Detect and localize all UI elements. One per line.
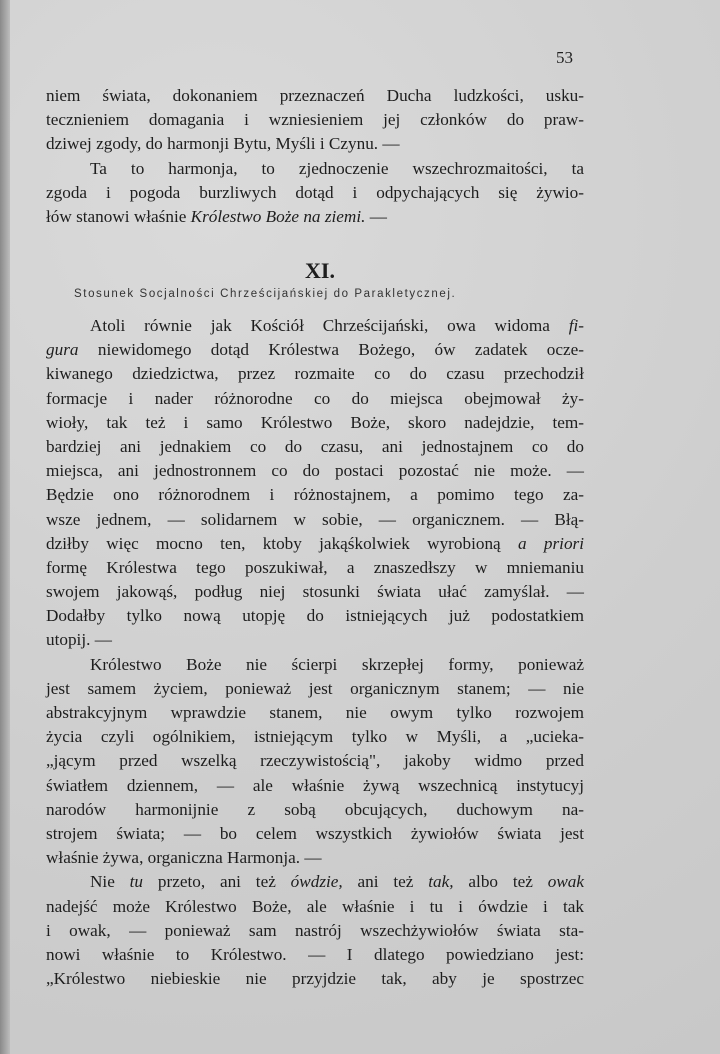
text-run: Nie <box>90 872 130 892</box>
italic-phrase: a priori <box>517 533 585 553</box>
text-line: nadejść może Królestwo Boże, ale właśnie i tu i ówdzie i tak <box>46 896 584 916</box>
page-spine-shadow <box>0 0 10 1054</box>
text-line <box>46 870 584 894</box>
text-line: tecznieniem domagania i wzniesieniem jej członków do praw- <box>46 110 584 130</box>
text-run: dziłby więc mocno ten, ktoby jakąśkolwiek wyrobioną <box>46 533 518 553</box>
text-line: miejsca, ani jednostronnem co do postaci pozostać nie może. — <box>46 461 584 481</box>
italic-phrase: gura <box>46 340 79 360</box>
text-line: abstrakcyjnym wprawdzie stanem, nie owym tylko rozwojem <box>46 703 584 722</box>
text-line: wioły, tak też i samo Królestwo Boże, skoro nadejdzie, tem- <box>46 412 584 432</box>
text-line <box>46 314 584 338</box>
italic-phrase: tu <box>129 872 144 892</box>
text-line: „Królestwo niebieskie nie przyjdzie tak, aby je spostrzec <box>46 969 584 989</box>
text-line: utopij. — <box>46 630 112 650</box>
text-line: bardziej ani jednakiem co do czasu, ani jednostajnem co do <box>46 436 584 456</box>
text-run: albo też <box>453 872 548 892</box>
text-line: strojem świata; — bo celem wszystkich żywiołów świata jest <box>46 823 584 843</box>
italic-phrase: owak <box>547 872 585 892</box>
italic-phrase: Królestwo Boże na ziemi. <box>190 206 366 226</box>
text-line: formę Królestwa tego poszukiwał, a znaszedłszy w mniemaniu <box>46 557 584 577</box>
text-line: zgoda i pogoda burzliwych dotąd i odpychających się żywio- <box>46 182 584 202</box>
text-run: łów stanowi właśnie <box>46 206 191 226</box>
body-text <box>46 314 584 991</box>
chapter-subtitle: Stosunek Socjalności Chrześcijańskiej do Parakletycznej. <box>74 288 457 300</box>
text-line: nowi właśnie to Królestwo. — I dlatego powiedziano jest: <box>46 944 584 964</box>
text-run: — <box>365 206 387 226</box>
text-line: Królestwo Boże nie ścierpi skrzepłej formy, ponieważ <box>90 654 584 674</box>
text-line <box>46 338 584 362</box>
italic-phrase: fi- <box>568 316 584 335</box>
page-number: 53 <box>556 48 573 67</box>
text-run: niewidomego dotąd Królestwa Bożego, ów zadatek oczе- <box>78 340 584 360</box>
italic-phrase: ówdzie, <box>290 872 343 892</box>
top-paragraph <box>46 84 584 229</box>
text-run: ani też <box>342 872 429 892</box>
text-line: Będzie ono różnorodnem i różnostajnem, a pomimo tego za- <box>46 485 584 505</box>
text-line: Ta to harmonja, to zjednoczenie wszechrozmaitości, ta <box>90 158 584 178</box>
text-line: kiwanego dziedzictwa, przez rozmaite co do czasu przechodził <box>46 364 584 384</box>
text-line: swojem jakowąś, podług niej stosunki świata ułać zamyślał. — <box>46 582 584 602</box>
chapter-number: XI. <box>305 258 335 283</box>
text-line: wsze jednem, — solidarnem w sobie, — organicznem. — Błą- <box>46 509 584 529</box>
text-line: życia czyli ogólnikiem, istniejącym tylko w Myśli, a „ucieka- <box>46 727 584 747</box>
text-line: właśnie żywa, organiczna Harmonja. — <box>46 848 322 868</box>
text-line: Dodałby tylko nową utopję do istniejących już podostatkiem <box>46 606 584 626</box>
text-line: „jącym przed wszelką rzeczywistością", jakoby widmo przed <box>46 751 584 771</box>
text-line: jest samem życiem, ponieważ jest organicznym stanem; — nie <box>46 678 584 698</box>
text-run: Atoli równie jak Kościół Chrześcijański, owa widoma <box>90 316 569 335</box>
text-run: przeto, ani też <box>143 872 291 892</box>
text-line: niem świata, dokonaniem przeznaczeń Ducha ludzkości, usku- <box>46 86 584 105</box>
text-line: i owak, — ponieważ sam nastrój wszechżywiołów świata sta- <box>46 920 584 940</box>
italic-phrase: tak, <box>428 872 454 892</box>
text-line: światłem dziennem, — ale właśnie żywą wszechnicą instytucyj <box>46 775 584 795</box>
text-line <box>46 532 584 556</box>
text-line <box>46 205 584 229</box>
text-line: formacje i nader różnorodne co do miejsca obejmował ży- <box>46 388 584 408</box>
text-line: narodów harmonijnie z sobą obcujących, duchowym na- <box>46 799 584 819</box>
text-line: dziwej zgody, do harmonji Bytu, Myśli i Czynu. — <box>46 134 400 154</box>
